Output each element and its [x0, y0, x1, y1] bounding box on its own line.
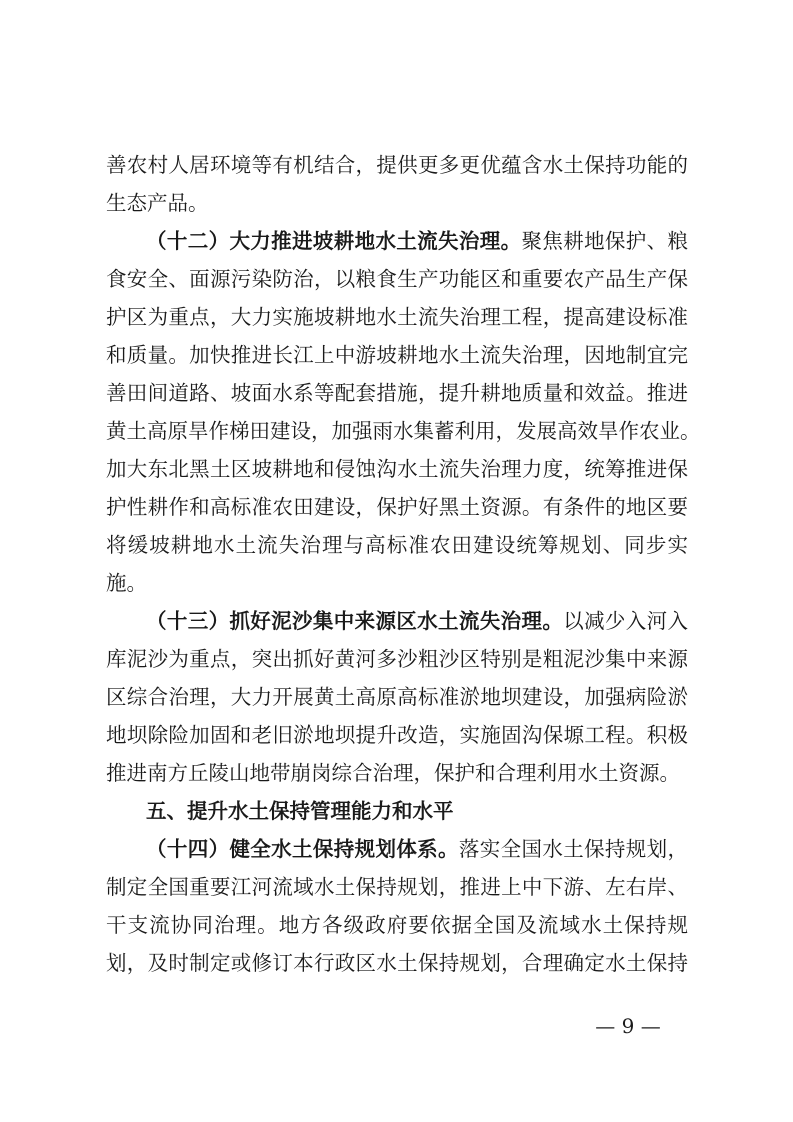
paragraph-text: 聚焦耕地保护、粮	[521, 229, 689, 253]
paragraph-line: 生态产品。	[106, 191, 209, 215]
paragraph-first-line	[146, 602, 688, 640]
paragraph-text: 以减少入河入	[563, 609, 689, 633]
clause-heading-14: （十四）健全水土保持规划体系。	[146, 837, 459, 861]
paragraph-line: 加大东北黑土区坡耕地和侵蚀沟水土流失治理力度，统筹推进保	[106, 457, 688, 481]
paragraph-line: 善农村人居环境等有机结合，提供更多更优蕴含水土保持功能的	[106, 153, 688, 177]
paragraph-first-line	[146, 830, 688, 868]
paragraph-line: 将缓坡耕地水土流失治理与高标准农田建设统筹规划、同步实	[106, 533, 688, 557]
paragraph-line: 和质量。加快推进长江上中游坡耕地水土流失治理，因地制宜完	[106, 343, 688, 367]
paragraph-line: 划，及时制定或修订本行政区水土保持规划，合理确定水土保持	[106, 951, 688, 975]
paragraph-first-line	[146, 222, 688, 260]
clause-heading-13: （十三）抓好泥沙集中来源区水土流失治理。	[146, 609, 564, 633]
paragraph-line: 食安全、面源污染防治，以粮食生产功能区和重要农产品生产保	[106, 267, 688, 291]
paragraph-line: 黄土高原旱作梯田建设，加强雨水集蓄利用，发展高效旱作农业。	[106, 419, 701, 443]
clause-heading-12: （十二）大力推进坡耕地水土流失治理。	[146, 229, 522, 253]
paragraph-line: 地坝除险加固和老旧淤地坝提升改造，实施固沟保塬工程。积极	[106, 723, 688, 747]
paragraph-line: 干支流协同治理。地方各级政府要依据全国及流域水土保持规	[106, 913, 688, 937]
paragraph-line: 区综合治理，大力开展黄土高原高标准淤地坝建设，加强病险淤	[106, 685, 688, 709]
paragraph-line: 推进南方丘陵山地带崩岗综合治理，保护和合理利用水土资源。	[106, 761, 680, 785]
page-number: — 9 —	[595, 1014, 661, 1038]
paragraph-line: 施。	[106, 571, 147, 595]
paragraph-line: 库泥沙为重点，突出抓好黄河多沙粗沙区特别是粗泥沙集中来源	[106, 647, 688, 671]
paragraph-line: 护性耕作和高标准农田建设，保护好黑土资源。有条件的地区要	[106, 495, 688, 519]
paragraph-line: 制定全国重要江河流域水土保持规划，推进上中下游、左右岸、	[106, 875, 688, 899]
paragraph-line: 护区为重点，大力实施坡耕地水土流失治理工程，提高建设标准	[106, 305, 688, 329]
section-heading: 五、提升水土保持管理能力和水平	[146, 799, 454, 823]
paragraph-text: 落实全国水土保持规划，	[458, 837, 689, 861]
paragraph-line: 善田间道路、坡面水系等配套措施，提升耕地质量和效益。推进	[106, 381, 688, 405]
